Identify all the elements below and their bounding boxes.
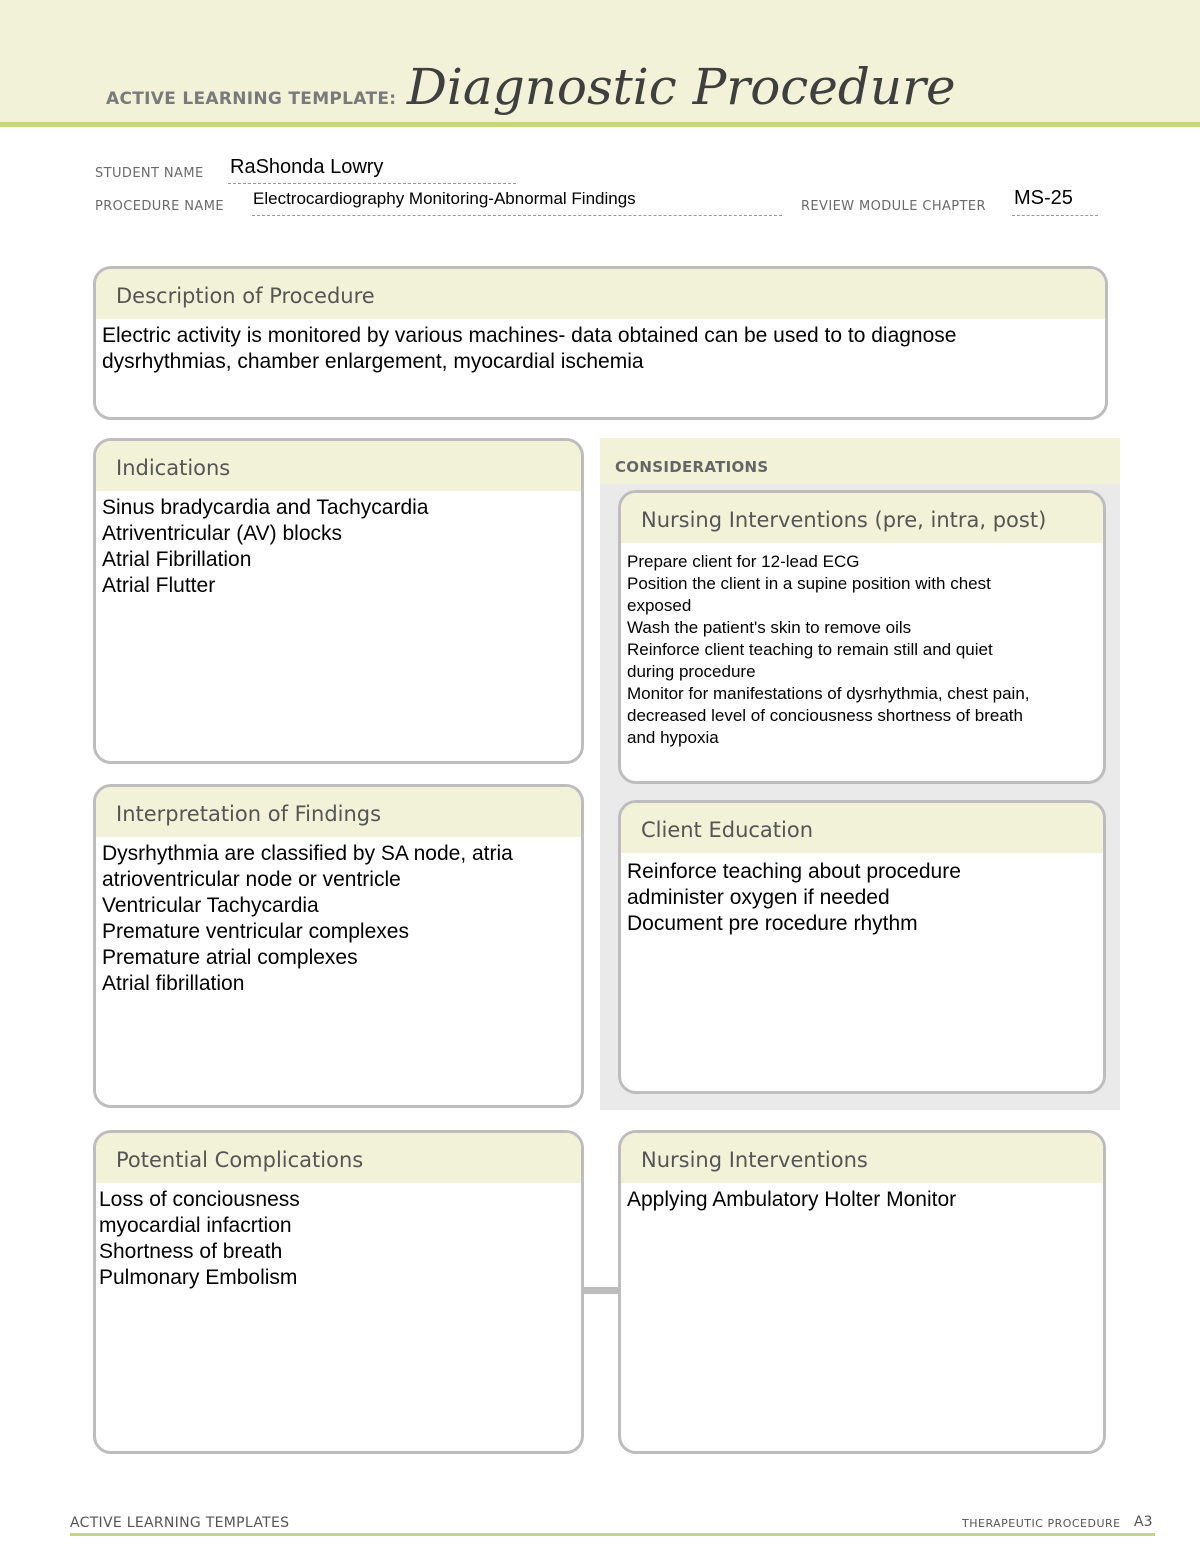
nursing-interventions-pip-text: Prepare client for 12-lead ECG Position the client in a supine position with chest exposed Wash the patient's skin to remove oils Reinforce client teaching to remain still and quiet during procedure Monitor for manifestations of dysrhythmia, chest pain, decreased level of conciousness shortness of breath and hypoxia bbox=[627, 552, 1030, 747]
footer-right: THERAPEUTIC PROCEDURE bbox=[962, 1517, 1121, 1530]
considerations-label: CONSIDERATIONS bbox=[615, 458, 769, 476]
description-text: Electric activity is monitored by various machines- data obtained can be used to to diagnose dysrhythmias, chamber enlargement, myocardial ischemia bbox=[102, 324, 957, 373]
potential-complications-text: Loss of conciousness myocardial infacrtion Shortness of breath Pulmonary Embolism bbox=[99, 1188, 300, 1289]
review-module-value: MS-25 bbox=[1014, 187, 1073, 209]
potential-complications-title: Potential Complications bbox=[96, 1133, 581, 1183]
template-header bbox=[106, 58, 956, 116]
description-box bbox=[93, 266, 1108, 420]
procedure-name-value: Electrocardiography Monitoring-Abnormal Findings bbox=[253, 189, 636, 208]
indications-box bbox=[93, 438, 584, 764]
client-education-box bbox=[618, 800, 1106, 1094]
nursing-interventions-pip-box bbox=[618, 490, 1106, 784]
client-education-text: Reinforce teaching about procedure administer oxygen if needed Document pre rocedure rhythm bbox=[627, 860, 961, 935]
footer-page-number: A3 bbox=[1134, 1514, 1153, 1530]
interpretation-title: Interpretation of Findings bbox=[96, 787, 581, 837]
procedure-name-label: PROCEDURE NAME bbox=[95, 199, 224, 214]
student-name-label: STUDENT NAME bbox=[95, 166, 204, 181]
interpretation-box bbox=[93, 784, 584, 1108]
procedure-name-line bbox=[252, 215, 782, 216]
nursing-interventions-pip-title: Nursing Interventions (pre, intra, post) bbox=[621, 493, 1103, 543]
student-name-value: RaShonda Lowry bbox=[230, 156, 384, 178]
header-rule bbox=[0, 122, 1200, 127]
client-education-title: Client Education bbox=[621, 803, 1103, 853]
footer-rule bbox=[70, 1533, 1155, 1536]
interpretation-text: Dysrhythmia are classified by SA node, atria atrioventricular node or ventricle Ventricular Tachycardia Premature ventricular complexes Premature atrial complexes Atrial fibrillation bbox=[102, 842, 513, 995]
box-connector bbox=[583, 1287, 620, 1294]
review-module-line bbox=[1012, 215, 1098, 216]
student-name-line bbox=[228, 183, 516, 184]
indications-title: Indications bbox=[96, 441, 581, 491]
page-title: Diagnostic Procedure bbox=[406, 58, 956, 116]
nursing-interventions-text: Applying Ambulatory Holter Monitor bbox=[627, 1188, 957, 1211]
review-module-label: REVIEW MODULE CHAPTER bbox=[801, 199, 986, 214]
template-prefix: ACTIVE LEARNING TEMPLATE: bbox=[106, 89, 397, 109]
description-title: Description of Procedure bbox=[96, 269, 1105, 319]
footer-left: ACTIVE LEARNING TEMPLATES bbox=[70, 1515, 290, 1531]
indications-text: Sinus bradycardia and Tachycardia Atriventricular (AV) blocks Atrial Fibrillation Atrial Flutter bbox=[102, 496, 429, 597]
nursing-interventions-box bbox=[618, 1130, 1106, 1454]
nursing-interventions-title: Nursing Interventions bbox=[621, 1133, 1103, 1183]
potential-complications-box bbox=[93, 1130, 584, 1454]
